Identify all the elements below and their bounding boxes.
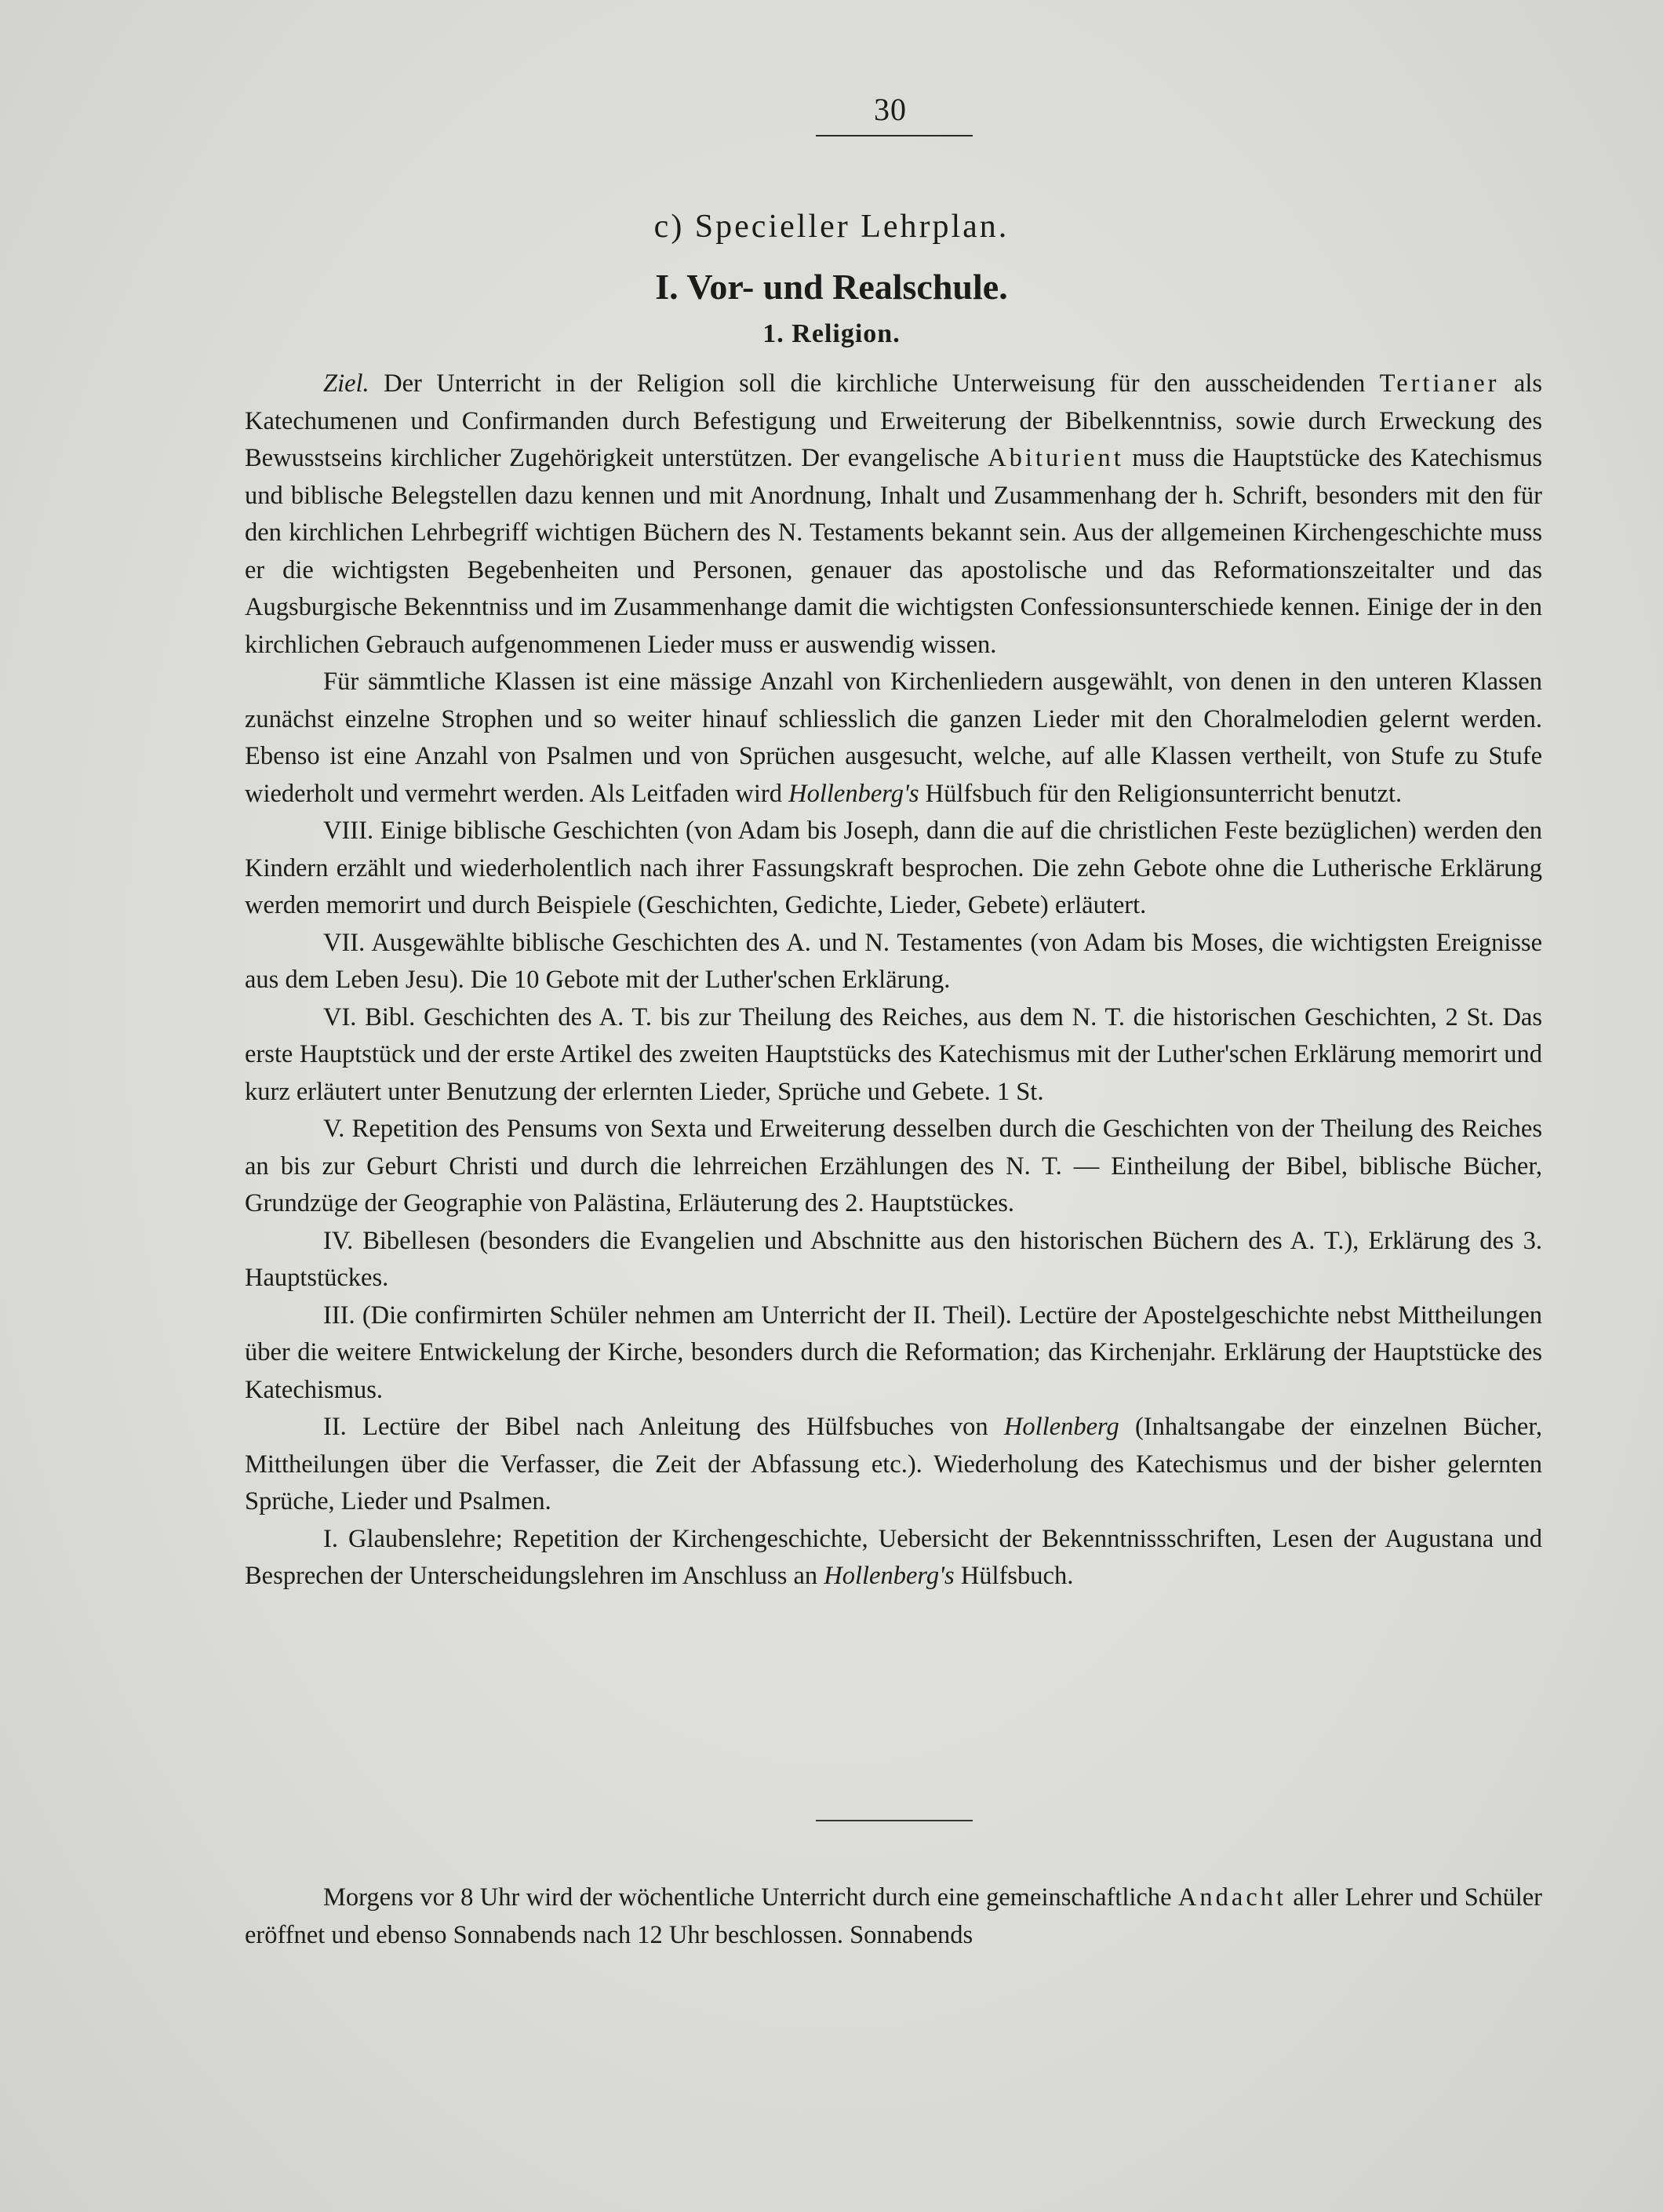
- ziel-label: Ziel.: [323, 369, 369, 398]
- school-heading: I. Vor- und Realschule.: [655, 267, 1008, 307]
- paragraph-footer: [245, 1879, 1542, 1954]
- paragraph-v: V. Repetition des Pensums von Sexta und Erweiterung desselben durch die Geschichten von der Theilung des Reiches an bis zur Geburt Christi und durch die lehrreichen Erzählungen des N. T. — Eintheilung der Bibel, biblische Bücher, Grundzüge der Geographie von Palästina, Erläuterung des 2. Hauptstückes.: [245, 1115, 1542, 1217]
- ziel-tertianer: Tertianer: [1379, 369, 1500, 398]
- section-divider: [816, 1820, 973, 1821]
- i-author: Hollenberg's: [824, 1562, 955, 1590]
- page-number: 30: [874, 92, 907, 127]
- ii-author: Hollenberg: [1003, 1413, 1119, 1441]
- lieder-author: Hollenberg's: [788, 779, 919, 808]
- ziel-abiturient: Abiturient: [988, 444, 1124, 472]
- ii-text-1: II. Lectüre der Bibel nach Anleitung des Hülfsbuches von: [323, 1413, 1004, 1441]
- paragraph-iv: IV. Bibellesen (besonders die Evangelien und Abschnitte aus den historischen Büchern des A. T.), Erklärung des 3. Hauptstückes.: [245, 1226, 1542, 1292]
- paragraph-vii: VII. Ausgewählte biblische Geschichten des A. und N. Testamentes (von Adam bis Moses, die wichtigsten Ereignisse aus dem Leben Jesu). Die 10 Gebote mit der Luther'schen Erklärung.: [245, 928, 1542, 994]
- ii-text-2: (Inhaltsangabe der einzelnen Bücher, Mittheilungen über die Verfasser, die Zeit der Abfassung etc.). Wiederholung des Katechismus und der bisher gelernten Sprüche, Lieder und Psalmen.: [245, 1413, 1542, 1515]
- paragraph-ziel: [245, 366, 1542, 664]
- paragraph-viii: VIII. Einige biblische Geschichten (von Adam bis Joseph, dann die auf die christlichen Feste bezüglichen) werden den Kindern erzählt und wiederholentlich nach ihrer Fassungskraft besprochen. Die zehn Gebote ohne die Lutherische Erklärung werden memorirt und durch Beispiele (Geschichten, Gedichte, Lieder, Gebete) erläutert.: [245, 817, 1542, 919]
- paragraph-ii: [245, 1409, 1542, 1521]
- subject-heading: 1. Religion.: [762, 319, 901, 348]
- i-text-2: Hülfsbuch.: [954, 1562, 1074, 1590]
- ziel-text-1: Der Unterricht in der Religion soll die kirchliche Unterweisung für den ausscheidenden: [369, 369, 1380, 398]
- ziel-text-3: muss die Hauptstücke des Katechismus und biblische Belegstellen dazu kennen und mit Anordnung, Inhalt und Zusammenhang der h. Schrift, besonders mit den für den kirchlichen Lehrbegriff wichtigen Büchern des N. Testaments bekannt sein. Aus der allgemeinen Kirchengeschichte muss er die wichtigsten Begebenheiten und Personen, genauer das apostolische und das Reformationszeitalter und das Augsburgische Bekenntniss und im Zusammenhange damit die wichtigsten Confessionsunterschiede kennen. Einige der in den kirchlichen Gebrauch aufgenommenen Lieder muss er auswendig wissen.: [245, 444, 1543, 659]
- paragraph-vi: VI. Bibl. Geschichten des A. T. bis zur Theilung des Reiches, aus dem N. T. die historischen Geschichten, 2 St. Das erste Hauptstück und der erste Artikel des zweiten Hauptstücks des Katechismus mit der Luther'schen Erklärung memorirt und kurz erläutert unter Benutzung der erlernten Lieder, Sprüche und Gebete. 1 St.: [245, 1002, 1542, 1106]
- lieder-text-1: Für sämmtliche Klassen ist eine mässige Anzahl von Kirchenliedern ausgewählt, von denen in den unteren Klassen zunächst einzelne Strophen und so weiter hinauf schliesslich die ganzen Lieder mit den Choralmelodien gelernt werden. Ebenso ist eine Anzahl von Psalmen und von Sprüchen ausgesucht, welche, auf alle Klassen vertheilt, von Stufe zu Stufe wiederholt und vermehrt werden. Als Leitfaden wird: [245, 668, 1542, 808]
- page-number-rule: [816, 135, 973, 136]
- paragraph-iii: III. (Die confirmirten Schüler nehmen am Unterricht der II. Theil). Lectüre der Apostelgeschichte nebst Mittheilungen über die weitere Entwickelung der Kirche, besonders durch die Reformation; das Kirchenjahr. Erklärung der Hauptstücke des Katechismus.: [245, 1301, 1542, 1404]
- footer-text-2: aller Lehrer und Schüler eröffnet und ebenso Sonnabends nach 12 Uhr beschlossen. Sonnabends: [245, 1883, 1542, 1949]
- footer-text-1: Morgens vor 8 Uhr wird der wöchentliche Unterricht durch eine gemeinschaftliche: [323, 1883, 1178, 1912]
- lieder-text-2: Hülfsbuch für den Religionsunterricht benutzt.: [919, 779, 1403, 808]
- i-text-1: I. Glaubenslehre; Repetition der Kirchengeschichte, Uebersicht der Bekenntnissschriften, Lesen der Augustana und Besprechen der Unterscheidungslehren im Anschluss an: [245, 1524, 1542, 1590]
- body-text: [245, 366, 1542, 1595]
- paragraph-i: [245, 1521, 1542, 1595]
- section-heading: c) Specieller Lehrplan.: [653, 209, 1010, 245]
- ziel-text-2: als Katechumenen und Confirmanden durch Befestigung und Erweiterung der Bibelkenntniss, sowie durch Erweckung des Bewusstseins kirchlicher Zugehörigkeit unterstützen. Der evangelische: [245, 369, 1542, 472]
- paragraph-lieder: [245, 664, 1542, 813]
- footer-andacht: Andacht: [1177, 1883, 1287, 1912]
